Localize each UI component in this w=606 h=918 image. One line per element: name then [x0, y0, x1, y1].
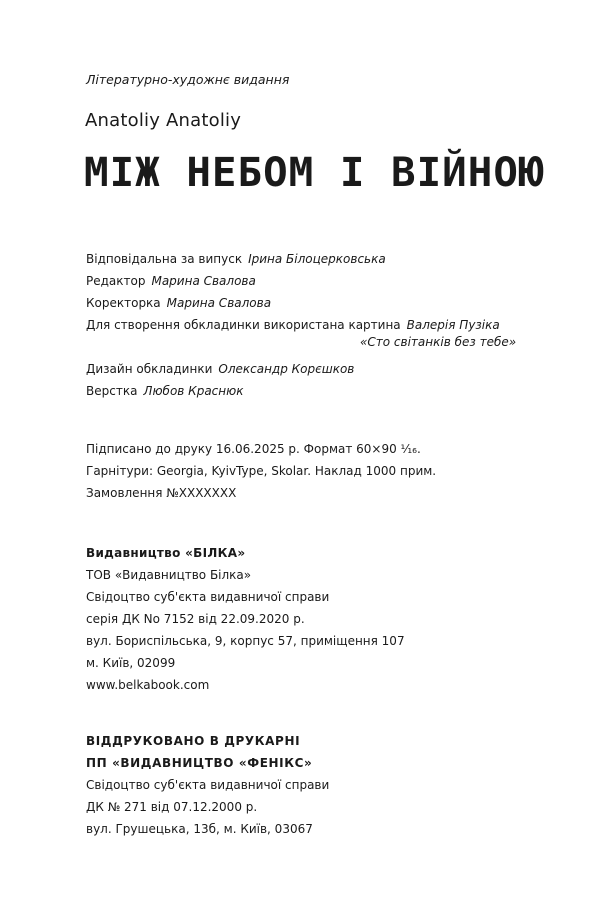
credits-block	[86, 248, 500, 402]
author-name: Anatoliy Anatoliy	[85, 110, 242, 131]
print-info-line: Підписано до друку 16.06.2025 р. Формат 60×90 ¹⁄₁₆.	[86, 442, 421, 456]
print-info-line: Замовлення №XXXXXXX	[86, 486, 237, 500]
credit-name: Ірина Білоцерковська	[248, 252, 386, 266]
publisher-line: ТОВ «Видавництво Білка»	[86, 568, 252, 582]
publisher-block	[86, 542, 405, 696]
credit-name: Валерія Пузіка	[406, 318, 500, 332]
printer-heading: ВІДДРУКОВАНО В ДРУКАРНІ	[86, 734, 301, 748]
credit-role: Для створення обкладинки використана картина	[86, 318, 401, 332]
publisher-line: м. Київ, 02099	[86, 656, 176, 670]
print-info-line: Гарнітури: Georgia, KyivType, Skolar. Наклад 1000 прим.	[86, 464, 437, 478]
publisher-line: Свідоцтво суб'єкта видавничої справи	[86, 590, 330, 604]
printer-line: Свідоцтво суб'єкта видавничої справи	[86, 778, 330, 792]
credit-line	[86, 292, 500, 314]
credit-role: Коректорка	[86, 296, 161, 310]
book-title: МІЖ НЕБОМ І ВІЙНОЮ	[84, 150, 545, 196]
publisher-line: серія ДК No 7152 від 22.09.2020 р.	[86, 612, 305, 626]
credit-name: Олександр Корєшков	[218, 362, 355, 376]
credit-line	[86, 270, 500, 292]
credit-line	[86, 380, 500, 402]
credit-line	[86, 314, 500, 336]
cover-painting-title: «Сто світанків без тебе»	[360, 335, 517, 349]
credit-role: Верстка	[86, 384, 138, 398]
credit-name: Марина Свалова	[151, 274, 256, 288]
credit-name: Марина Свалова	[166, 296, 272, 310]
printer-name: ПП «ВИДАВНИЦТВО «ФЕНІКС»	[86, 756, 313, 770]
credit-role: Відповідальна за випуск	[86, 252, 243, 266]
printer-line: вул. Грушецька, 13б, м. Київ, 03067	[86, 822, 313, 836]
print-info-block	[86, 438, 436, 504]
publisher-website: www.belkabook.com	[86, 678, 210, 692]
credit-line	[86, 248, 500, 270]
credit-line	[86, 358, 500, 380]
printer-block	[86, 730, 329, 840]
publisher-heading: Видавництво «БІЛКА»	[86, 546, 246, 560]
credit-role: Дизайн обкладинки	[86, 362, 213, 376]
edition-type: Літературно-художнє видання	[86, 72, 290, 87]
printer-line: ДК № 271 від 07.12.2000 р.	[86, 800, 258, 814]
credit-role: Редактор	[86, 274, 146, 288]
publisher-line: вул. Бориспільська, 9, корпус 57, приміщення 107	[86, 634, 405, 648]
credit-name: Любов Краснюк	[143, 384, 244, 398]
